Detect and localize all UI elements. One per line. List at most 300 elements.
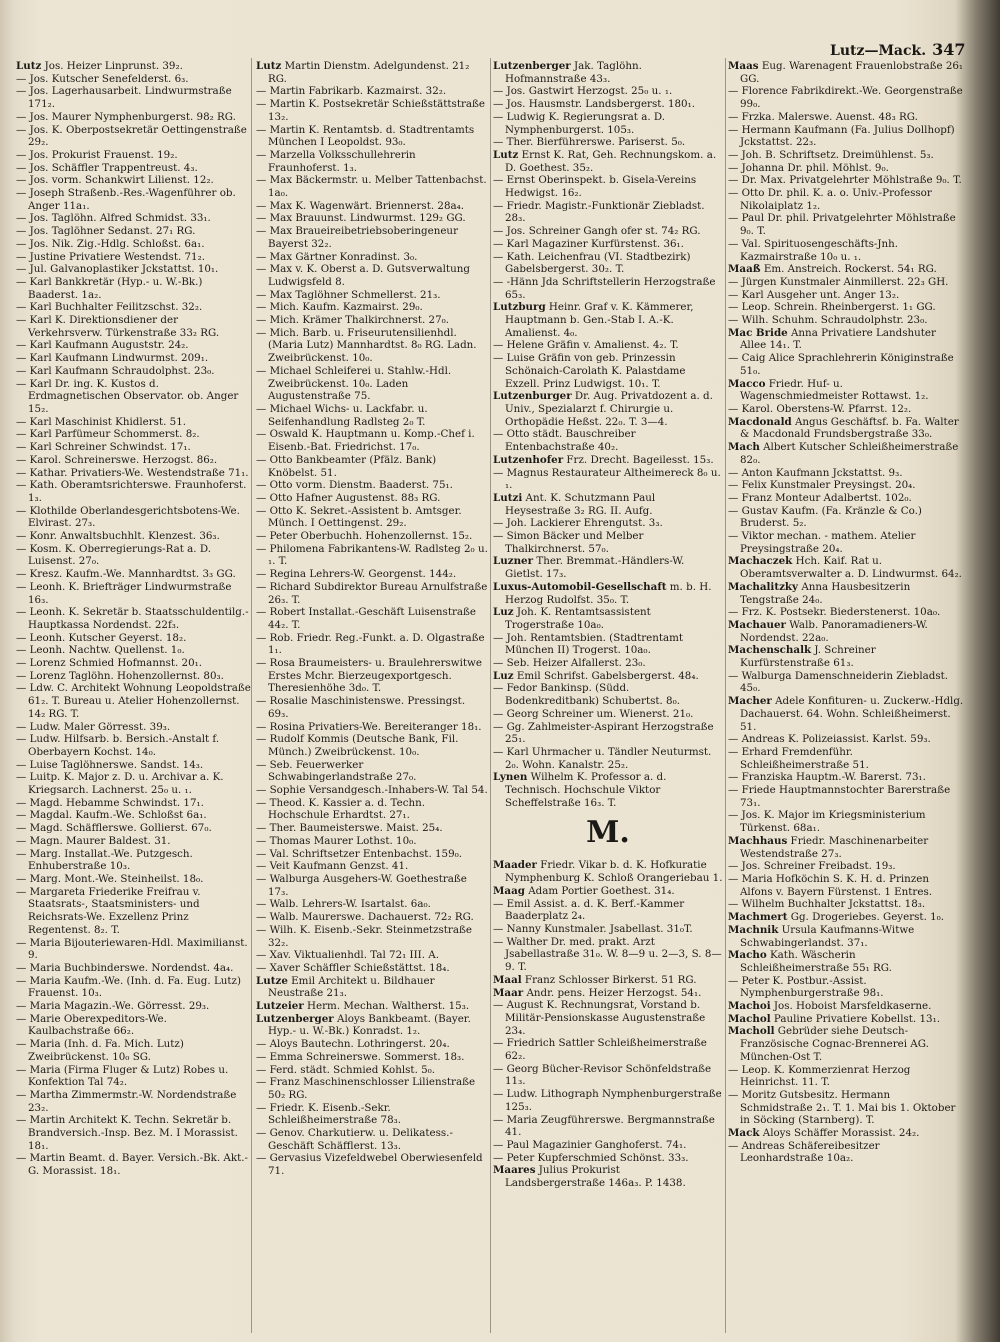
entry-surname: Machol	[728, 1012, 771, 1025]
directory-entry	[256, 860, 488, 873]
directory-entry	[728, 1025, 964, 1063]
directory-entry	[16, 339, 252, 352]
entry-text: — Jürgen Kunstmaler Ainmillerst. 22₃ GH.	[728, 275, 949, 288]
directory-entry	[16, 632, 252, 645]
entry-text: — Emil Assist. a. d. K. Berf.-Kammer Baaderplatz 2₄.	[493, 897, 685, 923]
directory-entry	[728, 619, 964, 644]
entry-text: — Ludw. Maler Görresst. 39₃.	[16, 720, 171, 733]
entry-text: — -Hänn Jda Schriftstellerin Herzogstraße 65₃.	[493, 275, 716, 301]
directory-entry	[16, 543, 252, 568]
entry-text: Dr. Aug. Privatdozent a. d. Univ., Spezialarzt f. Chirurgie u. Orthopädie Heßst. 22₀. T. 3—4.	[505, 390, 713, 428]
entry-text: Martin Dienstm. Adelgundenst. 21₂ RG.	[268, 60, 470, 85]
entry-text: — Jos. Prokurist Frauenst. 19₂.	[16, 148, 178, 161]
entry-surname: Luz	[493, 669, 514, 682]
entry-text: Anna Privatiere Landshuter Allee 14₁. T.	[740, 326, 936, 352]
directory-entry	[728, 276, 964, 289]
directory-entry	[16, 73, 252, 86]
section-letter: M.	[586, 815, 630, 851]
directory-entry	[728, 784, 964, 809]
entry-surname: Machhaus	[728, 834, 788, 847]
directory-entry	[16, 682, 252, 720]
entry-text: — Frzka. Malerswe. Auenst. 48₃ RG.	[728, 110, 918, 123]
entry-text: — Florence Fabrikdirekt.-We. Georgenstraße 99₀.	[728, 85, 963, 111]
entry-text: — Emma Schreinerswe. Sommerst. 18₃.	[256, 1050, 465, 1063]
entry-text: — Paul Dr. phil. Privatgelehrter Möhlstraße 9₀. T.	[728, 212, 956, 238]
entry-surname: Lutz	[493, 148, 519, 161]
entry-text: — Viktor mechan. - mathem. Atelier Preysingstraße 20₄.	[728, 530, 916, 555]
directory-entry	[16, 886, 252, 937]
directory-entry	[16, 352, 252, 365]
entry-text: — Jos. Maurer Nymphenburgerst. 98₂ RG.	[16, 110, 236, 123]
directory-entry	[493, 555, 723, 580]
directory-entry	[16, 505, 252, 530]
directory-entry	[16, 530, 252, 543]
directory-entry	[728, 809, 964, 834]
directory-entry	[256, 924, 488, 949]
entry-text: — Genov. Charkutierw. u. Delikatess.-Geschäft Schäfflerst. 13₃.	[256, 1127, 453, 1152]
directory-entry	[16, 822, 252, 835]
entry-text: — Martin Fabrikarb. Kazmairst. 32₂.	[256, 85, 447, 98]
directory-entry	[16, 568, 252, 581]
directory-entry	[493, 390, 723, 428]
entry-text: — Maria Kaufm.-We. (Inh. d. Fa. Eug. Lutz) Frauenst. 10₃.	[16, 974, 241, 1000]
directory-entry	[493, 301, 723, 339]
column-rule	[725, 58, 726, 1333]
directory-entry	[256, 657, 488, 695]
directory-entry	[493, 1114, 723, 1139]
entry-text: — Klothilde Oberlandesgerichtsbotens-We. Elvirast. 27₃.	[16, 504, 240, 530]
entry-text: Pauline Privatiere Kobellst. 13₁.	[770, 1012, 940, 1025]
directory-entry	[256, 530, 488, 543]
entry-surname: Maas	[728, 60, 759, 72]
directory-entry	[728, 644, 964, 669]
entry-surname: Lutzenburger	[493, 390, 572, 403]
entry-text: — Lorenz Taglöhn. Hohenzollernst. 80₃.	[16, 669, 224, 682]
entry-surname: Mac Bride	[728, 326, 788, 339]
entry-text: — Martin Architekt K. Techn. Sekretär b. Brandversich.-Insp. Bez. M. I Morassist. 18₁.	[16, 1114, 238, 1152]
directory-entry	[16, 1038, 252, 1063]
entry-surname: Macho	[728, 949, 767, 962]
entry-text: — Gustav Kaufm. (Fa. Kränzle & Co.) Bruderst. 5₂.	[728, 504, 922, 530]
directory-entry	[16, 314, 252, 339]
directory-entry	[728, 1127, 964, 1140]
entry-text: — Joh. B. Schriftsetz. Dreimühlenst. 5₃.	[728, 148, 934, 161]
entry-text: — Max Gärtner Konradinst. 3₀.	[256, 250, 418, 263]
entry-text: — Karl K. Direktionsdiener der Verkehrsverw. Türkenstraße 33₂ RG.	[16, 314, 220, 339]
entry-text: — Walb. Lehrers-W. Isartalst. 6a₀.	[256, 898, 431, 911]
directory-entry	[16, 251, 252, 264]
directory-entry	[493, 339, 723, 352]
directory-entry	[728, 263, 964, 276]
entry-text: — Erhard Fremdenführ. Schleißheimerstraße 51.	[728, 745, 869, 771]
entry-text: — Jos. Gastwirt Herzogst. 25₀ u. ₁.	[493, 85, 673, 98]
entry-text: — Leonh. K. Briefträger Lindwurmstraße 16₃.	[16, 580, 232, 606]
entry-text: — Rosalie Maschinistenswe. Pressingst. 69₃.	[256, 695, 466, 720]
directory-entry	[16, 124, 252, 149]
directory-entry	[728, 581, 964, 606]
directory-entry	[16, 721, 252, 734]
directory-entry	[256, 721, 488, 734]
directory-entry	[728, 670, 964, 695]
directory-entry	[728, 505, 964, 530]
directory-entry	[728, 733, 964, 746]
directory-entry	[493, 987, 723, 1000]
directory-entry	[16, 733, 252, 758]
directory-entry	[728, 174, 964, 187]
directory-entry	[728, 771, 964, 784]
directory-entry	[16, 1089, 252, 1114]
entry-text: — Martin K. Rentamtsb. d. Stadtrentamts München I Leopoldst. 93₀.	[256, 123, 475, 149]
entry-text: — Maria Hofköchin S. K. H. d. Prinzen Alfons v. Bayern Fürstenst. 1 Entres.	[728, 873, 933, 898]
directory-entry	[256, 606, 488, 631]
entry-text: — Friedr. K. Eisenb.-Sekr. Schleißheimerstraße 78₃.	[256, 1101, 402, 1127]
directory-entry	[728, 162, 964, 175]
entry-text: — Luise Gräfin von geb. Prinzessin Schönaich-Carolath K. Palastdame Exzell. Prinz Ludwigst. 10₁. T.	[493, 352, 686, 390]
directory-entry	[256, 1064, 488, 1077]
directory-entry	[728, 746, 964, 771]
directory-entry	[16, 1152, 252, 1177]
entry-text: — Moritz Gutsbesitz. Hermann Schmidstraße 2₁. T. 1. Mai bis 1. Oktober in Söcking (Starnberg). T.	[728, 1088, 956, 1127]
entry-text: — Maria (Firma Fluger & Lutz) Robes u. Konfektion Tal 74₂.	[16, 1063, 229, 1089]
directory-entry	[256, 975, 488, 1000]
entry-text: Ther. Bremmat.-Händlers-W. Gietlst. 17₃.	[505, 555, 685, 581]
entry-text: — Otto Bankbeamter (Pfälz. Bank) Knöbelst. 51.	[256, 453, 437, 479]
entry-text: — Seb. Heizer Alfallerst. 23₀.	[493, 657, 646, 670]
column-3	[493, 60, 723, 1330]
directory-entry	[493, 98, 723, 111]
entry-text: Anna Hausbesitzerin Tengstraße 24₀.	[740, 580, 911, 606]
entry-surname: Luxus-Automobil-Gesellschaft	[493, 580, 667, 593]
entry-text: Frz. Drecht. Bageilesst. 15₃.	[563, 453, 714, 466]
entry-text: — Joseph Straßenb.-Res.-Wagenführer ob. Anger 11a₁.	[16, 187, 236, 212]
entry-text: — Kresz. Kaufm.-We. Mannhardtst. 3₃ GG.	[16, 568, 236, 581]
entry-text: J. Schreiner Kurfürstenstraße 61₃.	[740, 644, 876, 670]
entry-text: — Lorenz Schmied Hofmannst. 20₁.	[16, 657, 203, 670]
page-number: 347	[932, 40, 966, 59]
entry-surname: Lutzenberger	[493, 60, 571, 72]
directory-entry	[256, 898, 488, 911]
directory-entry	[728, 1140, 964, 1165]
entry-text: Franz Schlosser Birkerst. 51 RG.	[521, 973, 697, 986]
directory-entry	[16, 441, 252, 454]
entry-text: — Mich. Krämer Thalkirchnerst. 27₀.	[256, 314, 450, 327]
entry-text: — Xav. Viktualienhdl. Tal 72₁ III. A.	[256, 949, 439, 962]
entry-text: — Karl Bankkretär (Hyp.- u. W.-Bk.) Baaderst. 1a₂.	[16, 275, 203, 301]
entry-text: Ant. K. Schutzmann Paul Heysestraße 3₂ RG. II. Aufg.	[505, 491, 656, 517]
directory-entry	[16, 670, 252, 683]
entry-text: — Leonh. Nachtw. Quellenst. 1₀.	[16, 644, 185, 657]
directory-entry	[16, 60, 252, 73]
directory-entry	[256, 1051, 488, 1064]
entry-text: — Maria (Inh. d. Fa. Mich. Lutz) Zweibrückenst. 10₀ SG.	[16, 1038, 184, 1063]
directory-entry	[16, 467, 252, 480]
entry-text: — Rosina Privatiers-We. Bereiteranger 18₁.	[256, 720, 482, 733]
entry-text: — Max Bäckermstr. u. Melber Tattenbachst. 1a₀.	[256, 174, 487, 200]
entry-text: — Jos. vorm. Schankwirt Lilienst. 12₂.	[16, 174, 214, 187]
entry-text: — Gg. Zahlmeister-Aspirant Herzogstraße 25₁.	[493, 720, 714, 746]
entry-surname: Mach	[728, 441, 760, 454]
entry-text: Gebrüder siehe Deutsch-Französische Cognac-Brennerei AG. München-Ost T.	[740, 1025, 929, 1063]
entry-text: — Val. Spirituosengeschäfts-Jnh. Kazmairstraße 10₀ u. ₁.	[728, 237, 899, 263]
directory-entry	[728, 301, 964, 314]
entry-text: — Franz Monteur Adalbertst. 102₀.	[728, 491, 912, 504]
directory-entry	[256, 949, 488, 962]
entry-text: — Frz. K. Postsekr. Biederstenerst. 10a₀.	[728, 606, 941, 619]
entry-surname: Lutzburg	[493, 301, 546, 314]
entry-text: — Konr. Anwaltsbuchhlt. Klenzest. 36₃.	[16, 530, 220, 543]
directory-entry	[256, 759, 488, 784]
directory-entry	[493, 352, 723, 390]
entry-text: — Michael Schleiferei u. Stahlw.-Hdl. Zweibrückenst. 10₀. Laden Augustenstraße 75.	[256, 364, 452, 403]
entry-surname: Maares	[493, 1164, 536, 1177]
entry-surname: Lutze	[256, 974, 288, 987]
entry-text: Jak. Taglöhn. Hofmannstraße 43₃.	[505, 60, 642, 85]
directory-entry	[256, 124, 488, 149]
entry-text: — Theod. K. Kassier a. d. Techn. Hochschule Erhardtst. 27₁.	[256, 796, 426, 822]
entry-text: — Karl Kaufmann Lindwurmst. 209₁.	[16, 352, 209, 365]
entry-text: Julius Prokurist Landsbergerstraße 146a₃. P. 1438.	[505, 1164, 686, 1190]
entry-text: — Walburga Damenschneiderin Ziebladst. 45₀.	[728, 669, 949, 695]
directory-entry	[256, 85, 488, 98]
entry-text: — Oswald K. Hauptmann u. Komp.-Chef i. Eisenb.-Bat. Friedrichst. 17₀.	[256, 428, 475, 454]
entry-text: — Leonh. K. Sekretär b. Staatsschuldentilg.-Hauptkassa Nordendst. 22f₃.	[16, 606, 249, 631]
entry-text: Aloys Schäffer Morassist. 24₂.	[759, 1127, 920, 1140]
directory-entry	[493, 60, 723, 85]
entry-text: — Walb. Maurerswe. Dachauerst. 72₂ RG.	[256, 911, 474, 924]
entry-text: — Wilh. Schuhm. Schraudolphstr. 23₀.	[728, 314, 928, 327]
directory-entry	[493, 657, 723, 670]
entry-text: — Jos. Kutscher Senefelderst. 6₃.	[16, 72, 189, 85]
entry-text: — Karl Schreiner Schwindst. 17₁.	[16, 441, 191, 454]
entry-text: — Rob. Friedr. Reg.-Funkt. a. D. Olgastraße 1₁.	[256, 631, 485, 657]
directory-entry	[493, 859, 723, 884]
directory-entry	[256, 327, 488, 365]
directory-entry	[728, 187, 964, 212]
entry-text: Gg. Drogeriebes. Geyerst. 1₀.	[787, 911, 945, 924]
directory-entry	[256, 60, 488, 85]
entry-text: — Ludw. Lithograph Nymphenburgerstraße 125₃.	[493, 1088, 722, 1113]
directory-entry	[728, 835, 964, 860]
entry-text: — Sophie Versandgesch.-Inhabers-W. Tal 54.	[256, 784, 488, 797]
entry-text: — Peter Oberbuchh. Hohenzollernst. 15₂.	[256, 530, 473, 543]
entry-text: Andr. pens. Heizer Herzogst. 54₁.	[523, 986, 702, 999]
entry-text: — Margareta Friederike Freifrau v. Staatsrats-, Staatsministers- und Reichsrats-We. Exzellenz Prinz Regentenst. 8₂. T.	[16, 885, 201, 936]
directory-entry	[16, 479, 252, 504]
entry-text: — Otto K. Sekret.-Assistent b. Amtsger. Münch. I Oettingenst. 29₂.	[256, 504, 462, 530]
entry-text: — Veit Kaufmann Genzst. 41.	[256, 860, 409, 873]
directory-entry	[16, 238, 252, 251]
entry-text: Heinr. Graf v. K. Kämmerer, Hauptmann b. Gen.-Stab I. A.-K. Amalienst. 4₀.	[505, 301, 694, 339]
entry-surname: Lutz	[256, 60, 282, 72]
directory-entry	[16, 85, 252, 110]
entry-text: — Karl Buchhalter Feilitzschst. 32₂.	[16, 301, 203, 314]
directory-entry	[16, 301, 252, 314]
entry-text: — Jul. Galvanoplastiker Jckstattst. 10₁.	[16, 263, 219, 276]
entry-text: — Martha Zimmermstr.-W. Nordendstraße 23₂.	[16, 1088, 237, 1114]
entry-text: — Marg. Installat.-We. Putzgesch. Enhuberstraße 10₃.	[16, 847, 193, 873]
directory-entry	[16, 797, 252, 810]
directory-entry	[256, 289, 488, 302]
entry-text: Herm. Mechan. Waltherst. 15₃.	[303, 1000, 470, 1013]
entry-text: — Jos. Taglöhn. Alfred Schmidst. 33₁.	[16, 212, 211, 225]
entry-text: — Martin K. Postsekretär Schießstättstraße 13₂.	[256, 98, 485, 123]
directory-entry	[728, 1013, 964, 1026]
entry-text: — Kath. Oberamtsrichterswe. Fraunhoferst. 1₃.	[16, 479, 247, 504]
directory-entry	[493, 771, 723, 809]
entry-text: — Otto vorm. Dienstm. Baaderst. 75₁.	[256, 479, 453, 492]
entry-text: — Magdal. Kaufm.-We. Schloßst 6a₁.	[16, 809, 207, 822]
entry-text: — Anton Kaufmann Jckstattst. 9₃.	[728, 466, 903, 479]
entry-text: — Ldw. C. Architekt Wohnung Leopoldstraße 61₂. T. Bureau u. Atelier Hohenzollernst. 14₂ RG. T.	[16, 682, 251, 720]
directory-entry	[493, 632, 723, 657]
directory-entry	[16, 149, 252, 162]
directory-entry	[728, 124, 964, 149]
directory-entry	[256, 911, 488, 924]
entry-text: — Magd. Hebamme Schwindst. 17₁.	[16, 796, 204, 809]
directory-entry	[728, 85, 964, 110]
entry-surname: Lutz	[16, 60, 42, 72]
entry-surname: Maag	[493, 884, 525, 897]
directory-entry	[256, 835, 488, 848]
entry-text: — Rosa Braumeisters- u. Braulehrerswitwe Erstes Mchr. Bierzeugexportgesch. Theresienhöhe 3d₀. T.	[256, 657, 482, 695]
entry-text: — Rudolf Kommis (Deutsche Bank, Fil. Münch.) Zweibrückenst. 10₀.	[256, 733, 459, 758]
entry-text: — Maria Magazin.-We. Görresst. 29₃.	[16, 1000, 210, 1013]
directory-entry	[493, 885, 723, 898]
directory-entry	[16, 606, 252, 631]
directory-entry	[16, 365, 252, 378]
entry-text: — Max Brauunst. Lindwurmst. 129₂ GG.	[256, 212, 466, 225]
entry-surname: Maar	[493, 986, 524, 999]
directory-entry	[256, 632, 488, 657]
entry-text: — Walther Dr. med. prakt. Arzt Jsabellastraße 31₀. W. 8—9 u. 2—3, S. 8—9. T.	[493, 935, 722, 974]
entry-text: — Peter K. Postbur.-Assist. Nymphenburgerstraße 98₁.	[728, 974, 884, 1000]
directory-entry	[256, 848, 488, 861]
directory-entry	[16, 937, 252, 962]
entry-text: — Max Braueireibetriebsoberingeneur Bayerst 32₂.	[256, 225, 458, 250]
entry-text: Friedr. Huf- u. Wagenschmiedmeister Rottawst. 1₂.	[740, 377, 929, 403]
directory-entry	[493, 1164, 723, 1189]
directory-entry	[16, 1000, 252, 1013]
entry-text: — Marzella Volksschullehrerin Fraunhoferst. 1₃.	[256, 148, 416, 174]
directory-entry	[728, 416, 964, 441]
directory-entry	[728, 314, 964, 327]
entry-text: — Fedor Bankinsp. (Südd. Bodenkreditbank) Schubertst. 8₀.	[493, 682, 681, 708]
directory-entry	[16, 771, 252, 796]
entry-text: — Kathar. Privatiers-We. Westendstraße 71₁.	[16, 466, 249, 479]
directory-entry	[493, 1152, 723, 1165]
entry-text: — Regina Lehrers-W. Georgenst. 144₂.	[256, 568, 457, 581]
entry-surname: Lutzeier	[256, 1000, 304, 1013]
entry-surname: Machaczek	[728, 555, 793, 568]
entry-text: — Seb. Feuerwerker Schwabingerlandstraße 27₀.	[256, 758, 417, 784]
entry-text: — Otto Hafner Augustenst. 88₃ RG.	[256, 491, 441, 504]
directory-entry	[728, 492, 964, 505]
directory-entry	[256, 314, 488, 327]
directory-entry	[256, 1013, 488, 1038]
directory-entry	[16, 378, 252, 416]
entry-surname: Luzner	[493, 555, 534, 568]
entry-text: — Franziska Hauptm.-W. Barerst. 73₁.	[728, 771, 926, 784]
entry-text: Albert Kutscher Schleißheimerstraße 82₀.	[740, 441, 959, 466]
entry-text: — Karl Parfümeur Schommerst. 8₂.	[16, 428, 200, 441]
directory-entry	[256, 505, 488, 530]
directory-entry	[16, 1064, 252, 1089]
entry-surname: Luz	[493, 606, 514, 619]
directory-entry	[493, 606, 723, 631]
entry-text: — Paul Magazinier Ganghoferst. 74₁.	[493, 1138, 687, 1151]
directory-entry	[16, 657, 252, 670]
entry-text: — Helene Gräfin v. Amalienst. 4₂. T.	[493, 339, 679, 352]
entry-text: — Joh. Rentamtsbien. (Stadtrentamt München II) Trogerst. 10a₀.	[493, 631, 684, 657]
entry-surname: Lutzenhofer	[493, 453, 564, 466]
directory-entry	[16, 835, 252, 848]
directory-entry	[16, 225, 252, 238]
directory-entry	[256, 365, 488, 403]
directory-entry	[256, 98, 488, 123]
directory-entry	[16, 1013, 252, 1038]
directory-entry	[256, 1038, 488, 1051]
directory-entry	[16, 454, 252, 467]
directory-entry	[728, 403, 964, 416]
directory-entry	[256, 1076, 488, 1101]
entry-text: — Karl Kaufmann Auguststr. 24₂.	[16, 339, 189, 352]
directory-entry	[16, 416, 252, 429]
directory-entry	[256, 695, 488, 720]
directory-entry	[493, 225, 723, 238]
directory-entry	[493, 708, 723, 721]
entry-text: — Johanna Dr. phil. Möhlst. 9₀.	[728, 161, 889, 174]
entry-text: — Max Taglöhner Schmellerst. 21₃.	[256, 288, 441, 301]
entry-text: — Jos. K. Major im Kriegsministerium Türkenst. 68a₁.	[728, 809, 926, 835]
directory-entry	[256, 428, 488, 453]
directory-entry	[728, 352, 964, 377]
entry-surname: Machmert	[728, 911, 788, 924]
directory-entry	[256, 174, 488, 199]
directory-entry	[728, 149, 964, 162]
entry-text: Aloys Bankbeamt. (Bayer. Hyp.- u. W.-Bk.) Konradst. 1₂.	[268, 1012, 471, 1038]
directory-entry	[16, 962, 252, 975]
entry-text: — Wilhelm Buchhalter Jckstattst. 18₃.	[728, 898, 926, 911]
entry-text: — Ernst Oberinspekt. b. Gisela-Vereins Hedwigst. 16₂.	[493, 174, 697, 200]
entry-text: Joh. K. Rentamtsassistent Trogerstraße 10a₀.	[505, 606, 651, 631]
directory-entry	[16, 644, 252, 657]
directory-entry	[256, 962, 488, 975]
directory-entry	[728, 479, 964, 492]
directory-entry	[493, 682, 723, 707]
entry-text: — Luitp. K. Major z. D. u. Archivar a. K. Kriegsarch. Lachnerst. 25₀ u. ₁.	[16, 771, 224, 797]
entry-text: m. b. H. Herzog Rudolfst. 35₀. T.	[505, 580, 712, 606]
entry-surname: Macdonald	[728, 415, 792, 428]
entry-text: — Ther. Bierführerswe. Pariserst. 5₀.	[493, 136, 686, 149]
entry-text: — Ferd. städt. Schmied Kohlst. 5₀.	[256, 1063, 436, 1076]
entry-text: — Jos. Nik. Zig.-Hdlg. Schloßst. 6a₁.	[16, 237, 205, 250]
directory-entry	[493, 1063, 723, 1088]
entry-text: — Kath. Leichenfrau (VI. Stadtbezirk) Gabelsbergerst. 30₂. T.	[493, 250, 691, 276]
entry-text: — Andreas K. Polizeiassist. Karlst. 59₃.	[728, 733, 931, 746]
entry-surname: Machauer	[728, 618, 786, 631]
entry-text: — Andreas Schäfereibesitzer Leonhardstraße 10a₂.	[728, 1139, 880, 1165]
directory-entry	[728, 111, 964, 124]
entry-text: — Ther. Baumeisterswe. Maist. 25₄.	[256, 822, 443, 835]
directory-entry	[493, 517, 723, 530]
entry-text: — Thomas Maurer Lothst. 10₀.	[256, 834, 417, 847]
entry-text: Em. Anstreich. Rockerst. 54₁ RG.	[760, 263, 937, 276]
entry-text: Friedr. Maschinenarbeiter Westendstraße 27₃.	[740, 834, 929, 860]
entry-text: — Justine Privatiere Westendst. 71₂.	[16, 250, 206, 263]
entry-text: — Caig Alice Sprachlehrerin Königinstraße 51₀.	[728, 352, 954, 377]
directory-entry	[493, 251, 723, 276]
entry-text: — Philomena Fabrikantens-W. Radlsteg 2₀ u. ₁. T.	[256, 542, 488, 568]
